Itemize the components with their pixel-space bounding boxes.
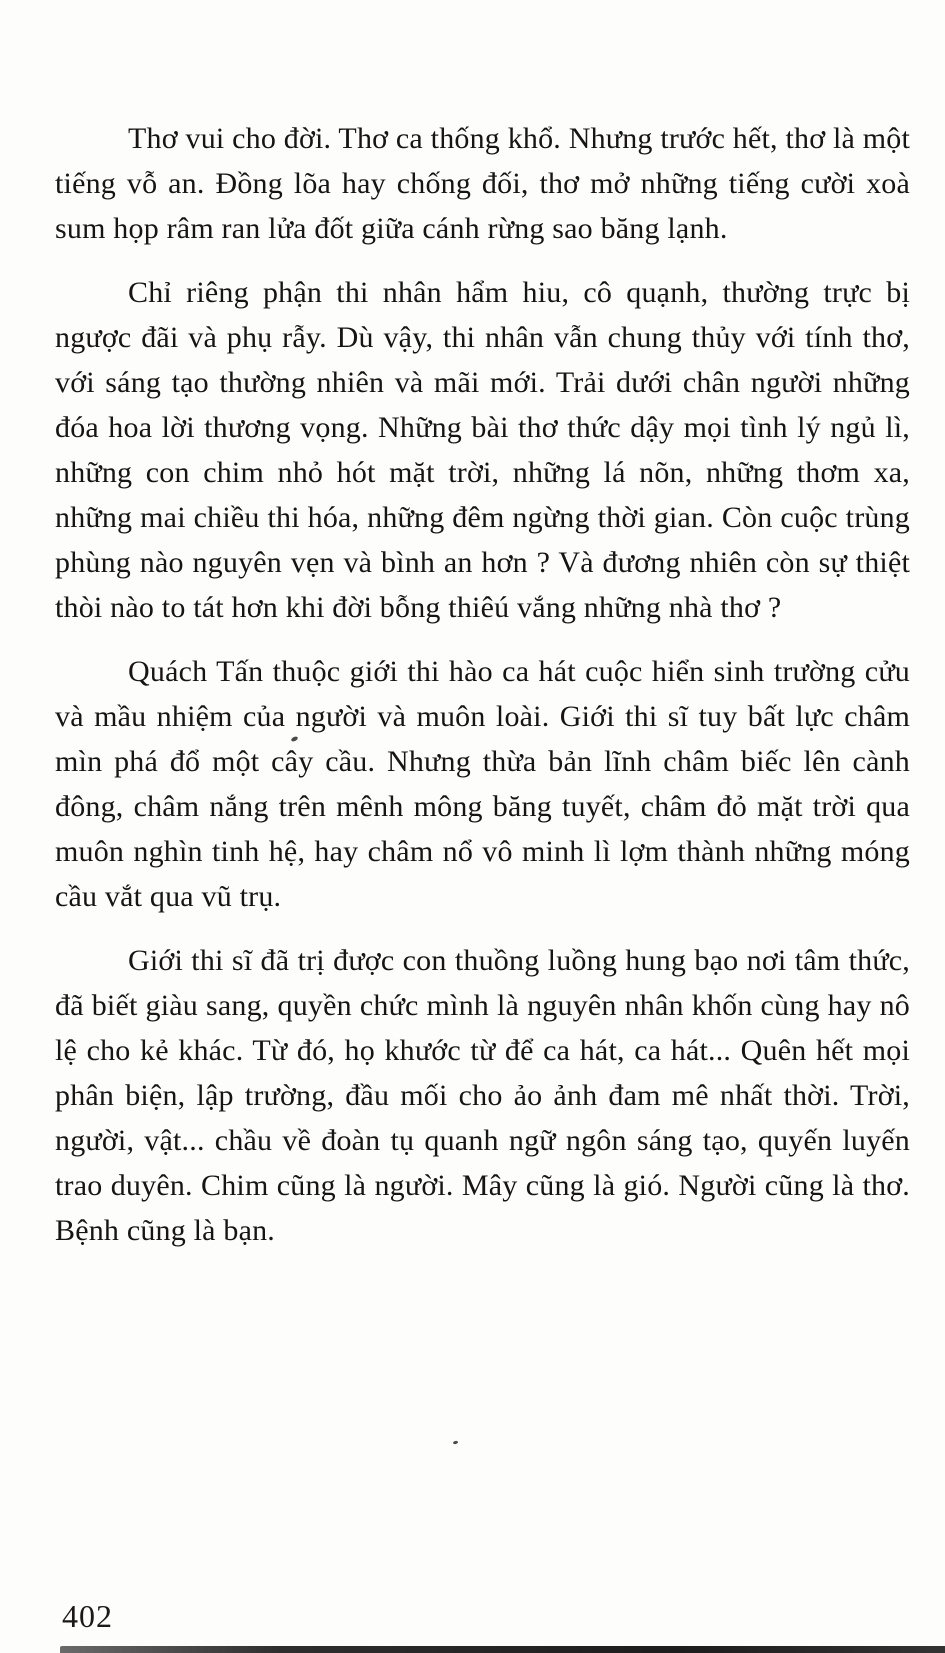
scan-speck bbox=[453, 1440, 459, 1444]
paragraph-1: Thơ vui cho đời. Thơ ca thống khổ. Nhưng trước hết, thơ là một tiếng vỗ an. Đồng lõa hay chống đối, thơ mở những tiếng cười xoà sum họp râm ran lửa đốt giữa cánh rừng sao băng lạnh. bbox=[55, 122, 910, 245]
scan-edge-shadow bbox=[60, 1646, 945, 1653]
body-text bbox=[55, 116, 910, 1272]
page-number: 402 bbox=[62, 1598, 113, 1634]
paragraph-4: Giới thi sĩ đã trị được con thuồng luồng hung bạo nơi tâm thức, đã biết giàu sang, quyền chức mình là nguyên nhân khốn cùng hay nô lệ cho kẻ khác. Từ đó, họ khước từ để ca hát, ca hát... Quên hết mọi phân biện, lập trường, đầu mối cho ảo ảnh đam mê nhất thời. Trời, người, vật... chầu về đoàn tụ quanh ngữ ngôn sáng tạo, quyến luyến trao duyên. Chim cũng là người. Mây cũng là gió. Người cũng là thơ. Bệnh cũng là bạn. bbox=[55, 944, 910, 1247]
paragraph-3: Quách Tấn thuộc giới thi hào ca hát cuộc hiển sinh trường cửu và mầu nhiệm của người và muôn loài. Giới thi sĩ tuy bất lực châm mìn phá đổ một cây cầu. Nhưng thừa bản lĩnh châm biếc lên cành đông, châm nắng trên mênh mông băng tuyết, châm đỏ mặt trời qua muôn nghìn tinh hệ, hay châm nổ vô minh lì lợm thành những móng cầu vắt qua vũ trụ. bbox=[55, 655, 910, 913]
paragraph-2: Chỉ riêng phận thi nhân hẩm hiu, cô quạnh, thường trực bị ngược đãi và phụ rẫy. Dù vậy, thi nhân vẫn chung thủy với tính thơ, với sáng tạo thường nhiên và mãi mới. Trải dưới chân người những đóa hoa lời thương vọng. Những bài thơ thức dậy mọi tình lý ngủ lì, những con chim nhỏ hót mặt trời, những lá nõn, những thơm xa, những mai chiều thi hóa, những đêm ngừng thời gian. Còn cuộc trùng phùng nào nguyên vẹn và bình an hơn ? Và đương nhiên còn sự thiệt thòi nào to tát hơn khi đời bỗng thiêú vắng những nhà thơ ? bbox=[55, 276, 910, 624]
